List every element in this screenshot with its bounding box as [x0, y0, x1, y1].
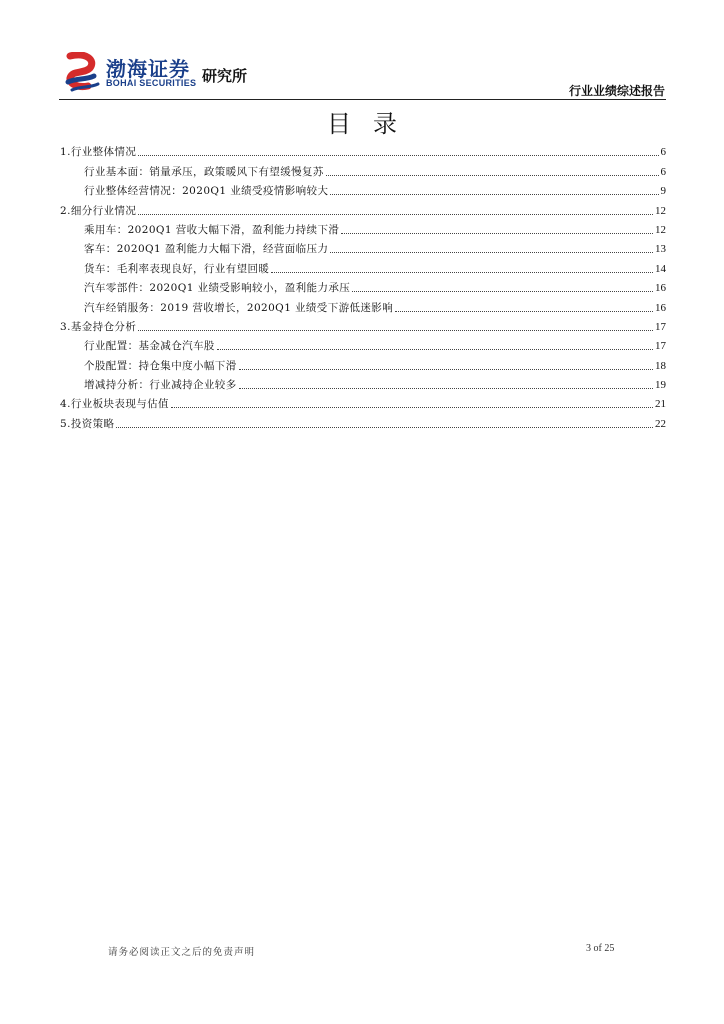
- toc-entry-page: 19: [655, 379, 666, 392]
- toc-entry-page: 16: [655, 282, 666, 295]
- table-of-contents: [60, 140, 666, 431]
- toc-entry[interactable]: [60, 237, 666, 256]
- header-divider: [59, 99, 666, 100]
- toc-entry-label: 货车：毛利率表现良好，行业有望回暖: [84, 262, 270, 275]
- toc-entry[interactable]: [60, 256, 666, 275]
- toc-entry-page: 6: [660, 146, 666, 159]
- company-logo: [64, 52, 294, 94]
- toc-entry[interactable]: [60, 334, 666, 353]
- toc-entry-label: 行业配置：基金减仓汽车股: [84, 340, 215, 353]
- toc-entry-label: 4.行业板块表现与估值: [60, 398, 169, 411]
- toc-entry-page: 12: [655, 204, 666, 217]
- logo-english-name: BOHAI SECURITIES: [106, 78, 197, 88]
- toc-entry-label: 2.细分行业情况: [60, 204, 137, 217]
- toc-entry-page: 12: [655, 223, 666, 236]
- toc-leader-dots: [326, 175, 659, 176]
- toc-entry-page: 16: [655, 301, 666, 314]
- toc-leader-dots: [395, 311, 653, 312]
- toc-entry[interactable]: [60, 218, 666, 237]
- toc-leader-dots: [217, 349, 653, 350]
- toc-entry-label: 个股配置：持仓集中度小幅下滑: [84, 359, 237, 372]
- toc-entry-label: 3.基金持仓分析: [60, 320, 137, 333]
- toc-entry[interactable]: [60, 353, 666, 372]
- toc-entry-page: 21: [655, 398, 666, 411]
- page-title: 目录: [327, 110, 419, 138]
- toc-entry[interactable]: [60, 140, 666, 159]
- toc-entry-label: 5.投资策略: [60, 417, 115, 430]
- toc-entry-label: 客车：2020Q1 盈利能力大幅下滑，经营面临压力: [84, 243, 329, 256]
- toc-entry[interactable]: [60, 392, 666, 411]
- toc-entry-page: 22: [655, 417, 666, 430]
- toc-leader-dots: [271, 272, 653, 273]
- toc-entry[interactable]: [60, 276, 666, 295]
- toc-entry[interactable]: [60, 159, 666, 178]
- toc-entry-label: 增减持分析：行业减持企业较多: [84, 379, 237, 392]
- toc-entry-page: 18: [655, 359, 666, 372]
- toc-entry-page: 17: [655, 320, 666, 333]
- toc-entry-label: 乘用车：2020Q1 营收大幅下滑，盈利能力持续下滑: [84, 223, 340, 236]
- toc-leader-dots: [239, 369, 653, 370]
- toc-leader-dots: [171, 407, 653, 408]
- toc-leader-dots: [138, 155, 658, 156]
- toc-entry-label: 行业整体经营情况：2020Q1 业绩受疫情影响较大: [84, 185, 329, 198]
- toc-leader-dots: [116, 427, 653, 428]
- toc-entry-label: 汽车经销服务：2019 营收增长，2020Q1 业绩受下游低迷影响: [84, 301, 394, 314]
- toc-entry[interactable]: [60, 315, 666, 334]
- bohai-logo-icon: [64, 52, 100, 92]
- toc-entry[interactable]: [60, 373, 666, 392]
- toc-entry-label: 行业基本面：销量承压，政策暖风下有望缓慢复苏: [84, 165, 324, 178]
- toc-entry-page: 13: [655, 243, 666, 256]
- toc-leader-dots: [352, 291, 653, 292]
- toc-entry-label: 汽车零部件：2020Q1 业绩受影响较小，盈利能力承压: [84, 282, 351, 295]
- toc-leader-dots: [330, 252, 653, 253]
- toc-entry[interactable]: [60, 411, 666, 430]
- toc-entry[interactable]: [60, 198, 666, 217]
- toc-entry-page: 14: [655, 262, 666, 275]
- toc-leader-dots: [138, 214, 653, 215]
- toc-entry-page: 6: [660, 165, 666, 178]
- toc-entry[interactable]: [60, 179, 666, 198]
- toc-entry[interactable]: [60, 295, 666, 314]
- toc-entry-label: 1.行业整体情况: [60, 146, 137, 159]
- report-type: 行业业绩综述报告: [568, 84, 665, 98]
- toc-entry-page: 9: [660, 185, 666, 198]
- logo-chinese-name: 渤海证券: [106, 57, 190, 81]
- page-indicator: 3 of 25: [586, 943, 615, 954]
- toc-leader-dots: [138, 330, 653, 331]
- footer-disclaimer: 请务必阅读正文之后的免责声明: [108, 947, 256, 958]
- institute-name: 研究所: [202, 67, 248, 85]
- toc-entry-page: 17: [655, 340, 666, 353]
- toc-leader-dots: [341, 233, 653, 234]
- toc-leader-dots: [330, 194, 658, 195]
- toc-leader-dots: [239, 388, 653, 389]
